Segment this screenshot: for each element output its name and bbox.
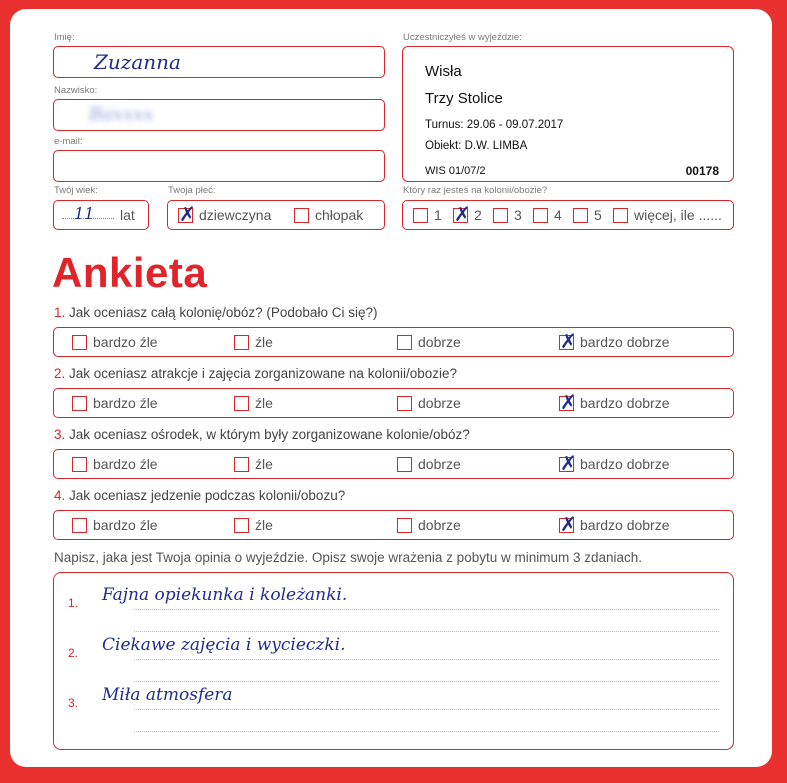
checkbox-boy[interactable] (294, 208, 309, 223)
opinion-line-3-rule (134, 709, 719, 710)
age-field[interactable] (53, 200, 149, 230)
times-checkbox-2[interactable] (453, 208, 468, 223)
opinion-line-1-num: 1. (68, 596, 79, 610)
opinion-line-1b-rule (134, 631, 719, 632)
q1-option-bad[interactable]: źle (234, 333, 273, 350)
q1-checkbox-bad[interactable] (234, 335, 249, 350)
opinion-line-3-num: 3. (68, 696, 79, 710)
q2-option-very-bad[interactable]: bardzo źle (72, 394, 158, 411)
q2-option-bad[interactable]: źle (234, 394, 273, 411)
opinion-line-3-text: Miła atmosfera (102, 685, 233, 705)
age-label: Twój wiek: (54, 185, 98, 196)
q3-option-good[interactable]: dobrze (397, 455, 461, 472)
opinion-line-1-text: Fajna opiekunka i koleżanki. (102, 585, 348, 605)
q4-option-good[interactable]: dobrze (397, 516, 461, 533)
question-1 (54, 305, 377, 320)
opinion-line-3b-rule (134, 731, 719, 732)
trip-name: Trzy Stolice (425, 90, 503, 107)
times-option-more[interactable]: więcej, ile ...... (613, 206, 722, 223)
trip-turnus: Turnus: 29.06 - 09.07.2017 (425, 119, 564, 131)
first-name-field[interactable] (53, 46, 385, 78)
gender-label: Twoja płeć: (168, 185, 216, 196)
times-checkbox-4[interactable] (533, 208, 548, 223)
times-option-5[interactable]: 5 (573, 206, 602, 223)
q3-checkbox-very-bad[interactable] (72, 457, 87, 472)
first-name-label: Imię: (54, 32, 75, 43)
question-2-num: 2. (54, 366, 66, 381)
opinion-prompt: Napisz, jaka jest Twoja opinia o wyjeździe. Opisz swoje wrażenia z pobytu w minimum 3 zdaniach. (54, 550, 643, 565)
page-title: Ankieta (52, 249, 208, 296)
checkbox-girl[interactable] (178, 208, 193, 223)
first-name-value: Zuzanna (94, 50, 181, 74)
email-field[interactable] (53, 150, 385, 182)
question-2 (54, 366, 457, 381)
last-name-value: Baxxxx (89, 104, 154, 125)
question-4 (54, 488, 345, 503)
last-name-field[interactable] (53, 99, 385, 131)
q3-option-bad[interactable]: źle (234, 455, 273, 472)
q4-option-very-bad[interactable]: bardzo źle (72, 516, 158, 533)
times-field (402, 200, 734, 230)
times-option-2[interactable]: ✗ 2 (453, 206, 482, 223)
q4-checkbox-very-bad[interactable] (72, 518, 87, 533)
q1-checkbox-very-bad[interactable] (72, 335, 87, 350)
question-1-text: Jak oceniasz całą kolonię/obóz? (Podobało Ci się?) (69, 305, 378, 320)
question-1-num: 1. (54, 305, 66, 320)
q2-option-good[interactable]: dobrze (397, 394, 461, 411)
trip-obiekt: Obiekt: D.W. LIMBA (425, 140, 528, 152)
q2-option-very-good[interactable]: ✗ bardzo dobrze (559, 394, 670, 411)
times-checkbox-1[interactable] (413, 208, 428, 223)
q1-option-very-bad[interactable]: bardzo źle (72, 333, 158, 350)
gender-field (167, 200, 385, 230)
trip-code: WIS 01/07/2 (425, 165, 486, 177)
trip-label: Uczestniczyłeś w wyjeździe: (403, 32, 522, 43)
times-option-3[interactable]: 3 (493, 206, 522, 223)
question-4-options (53, 510, 734, 540)
question-3-options (53, 449, 734, 479)
question-3-text: Jak oceniasz ośrodek, w którym były zorganizowane kolonie/obóz? (69, 427, 470, 442)
question-3 (54, 427, 470, 442)
times-checkbox-3[interactable] (493, 208, 508, 223)
age-unit: lat (120, 207, 135, 223)
times-label: Który raz jesteś na kolonii/obozie? (403, 185, 548, 196)
q3-checkbox-very-good[interactable] (559, 457, 574, 472)
times-checkbox-5[interactable] (573, 208, 588, 223)
times-option-4[interactable]: 4 (533, 206, 562, 223)
q3-checkbox-bad[interactable] (234, 457, 249, 472)
question-4-text: Jak oceniasz jedzenie podczas kolonii/obozu? (69, 488, 346, 503)
age-value: 11 (74, 204, 95, 223)
q1-checkbox-very-good[interactable] (559, 335, 574, 350)
q1-option-good[interactable]: dobrze (397, 333, 461, 350)
survey-sheet (10, 9, 772, 767)
gender-option-boy[interactable]: chłopak (294, 206, 363, 223)
email-label: e-mail: (54, 136, 83, 147)
q3-option-very-bad[interactable]: bardzo źle (72, 455, 158, 472)
q2-checkbox-bad[interactable] (234, 396, 249, 411)
question-2-text: Jak oceniasz atrakcje i zajęcia zorganizowane na kolonii/obozie? (69, 366, 458, 381)
trip-info-box (402, 46, 734, 182)
q2-checkbox-very-bad[interactable] (72, 396, 87, 411)
trip-place: Wisła (425, 63, 462, 80)
q4-checkbox-good[interactable] (397, 518, 412, 533)
opinion-line-2b-rule (134, 681, 719, 682)
q1-checkbox-good[interactable] (397, 335, 412, 350)
opinion-line-2-num: 2. (68, 646, 79, 660)
question-2-options (53, 388, 734, 418)
times-checkbox-more[interactable] (613, 208, 628, 223)
opinion-box[interactable] (53, 572, 734, 750)
opinion-line-2-text: Ciekawe zajęcia i wycieczki. (102, 635, 346, 655)
trip-number: 00178 (685, 164, 719, 178)
question-4-num: 4. (54, 488, 66, 503)
q2-checkbox-very-good[interactable] (559, 396, 574, 411)
opinion-line-1-rule (134, 609, 719, 610)
gender-option-girl[interactable]: ✗dziewczyna (178, 206, 271, 223)
q4-option-very-good[interactable]: ✗ bardzo dobrze (559, 516, 670, 533)
q4-checkbox-very-good[interactable] (559, 518, 574, 533)
q1-option-very-good[interactable]: ✗ bardzo dobrze (559, 333, 670, 350)
q3-option-very-good[interactable]: ✗ bardzo dobrze (559, 455, 670, 472)
q4-option-bad[interactable]: źle (234, 516, 273, 533)
q3-checkbox-good[interactable] (397, 457, 412, 472)
q4-checkbox-bad[interactable] (234, 518, 249, 533)
times-option-1[interactable]: 1 (413, 206, 442, 223)
opinion-line-2-rule (134, 659, 719, 660)
q2-checkbox-good[interactable] (397, 396, 412, 411)
last-name-label: Nazwisko: (54, 85, 98, 96)
question-3-num: 3. (54, 427, 66, 442)
question-1-options (53, 327, 734, 357)
